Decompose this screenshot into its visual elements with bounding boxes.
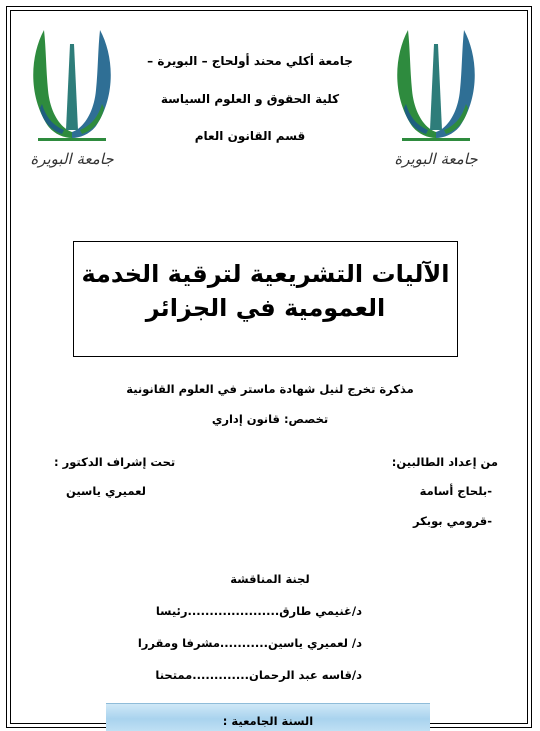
committee-member-2: د/ لعميري ياسين...........مشرفا ومقررا (137, 636, 362, 650)
supervisor-name: لعميري ياسين (66, 484, 146, 498)
thesis-title-line-2: العمومية في الجزائر (145, 294, 386, 322)
department-name: قسم القانون العام (194, 129, 306, 143)
logo-caption-left: جامعة البويرة (30, 150, 114, 168)
university-name: جامعة أكلي محند أولحاج – البويرة – (147, 54, 353, 68)
thesis-type: مذكرة تخرج لنيل شهادة ماستر في العلوم القانونية (126, 382, 414, 396)
thesis-specialty: تخصص: قانون إداري (211, 412, 329, 426)
academic-year-label: السنة الجامعية : (222, 714, 314, 728)
university-logo-right (388, 26, 484, 186)
thesis-title-line-1: الآليات التشريعية لترقية الخدمة (81, 260, 450, 288)
university-logo-icon (388, 26, 484, 150)
committee-member-3: د/قاسه عبد الرحمان.............ممتحنا (155, 668, 362, 682)
academic-year-banner (106, 703, 430, 731)
university-logo-left (24, 26, 120, 186)
supervisor-label: تحت إشراف الدكتور : (54, 455, 176, 469)
thesis-title-box (73, 241, 458, 357)
student-name-1: -بلحاج أسامة (419, 484, 492, 498)
logo-caption-right: جامعة البويرة (394, 150, 478, 168)
committee-member-1: د/غنيمي طارق.....................رئيسا (155, 604, 362, 618)
university-logo-icon (24, 26, 120, 150)
committee-title: لجنة المناقشة (230, 572, 310, 586)
faculty-name: كلية الحقوق و العلوم السياسة (160, 92, 340, 106)
students-label: من إعداد الطالبين: (391, 455, 498, 469)
student-name-2: -قرومي بوبكر (412, 514, 492, 528)
